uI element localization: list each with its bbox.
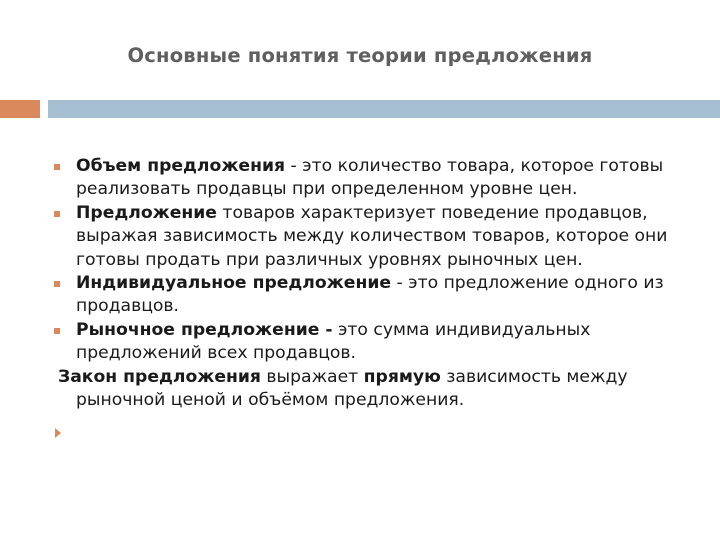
term: Объем предложения (76, 156, 286, 176)
header-bar-orange (0, 100, 40, 118)
list-item (58, 319, 708, 366)
header-bar-blue (48, 100, 720, 118)
slide-title: Основные понятия теории предложения (127, 44, 593, 67)
definition: товаров характеризует поведение продавцов, выражая зависимость между количеством товаров, которое они готовы продать при различных уровнях рыночных цен. (76, 202, 668, 270)
list-item (58, 202, 708, 272)
law-text: выражает (260, 366, 364, 387)
law-text-end: зависимость между рыночной ценой и объёмом предложения. (76, 366, 628, 411)
term: Индивидуальное предложение (76, 273, 392, 294)
law-term: Закон предложения (58, 366, 261, 387)
arrow-bullet-icon (55, 428, 61, 438)
list-item (58, 155, 708, 202)
definition: - это количество товара, которое готовы реализовать продавцы при определенном уровне цен. (76, 156, 664, 200)
law-emphasis: прямую (363, 366, 441, 387)
slide-content (58, 155, 708, 412)
law-paragraph (2, 366, 708, 413)
definition: - это предложение одного из продавцов. (76, 273, 664, 317)
term: Предложение (76, 202, 217, 223)
definition: это сумма индивидуальных предложений всех продавцов. (76, 319, 591, 364)
term: Рыночное предложение - (76, 319, 333, 340)
list-item (58, 272, 708, 319)
